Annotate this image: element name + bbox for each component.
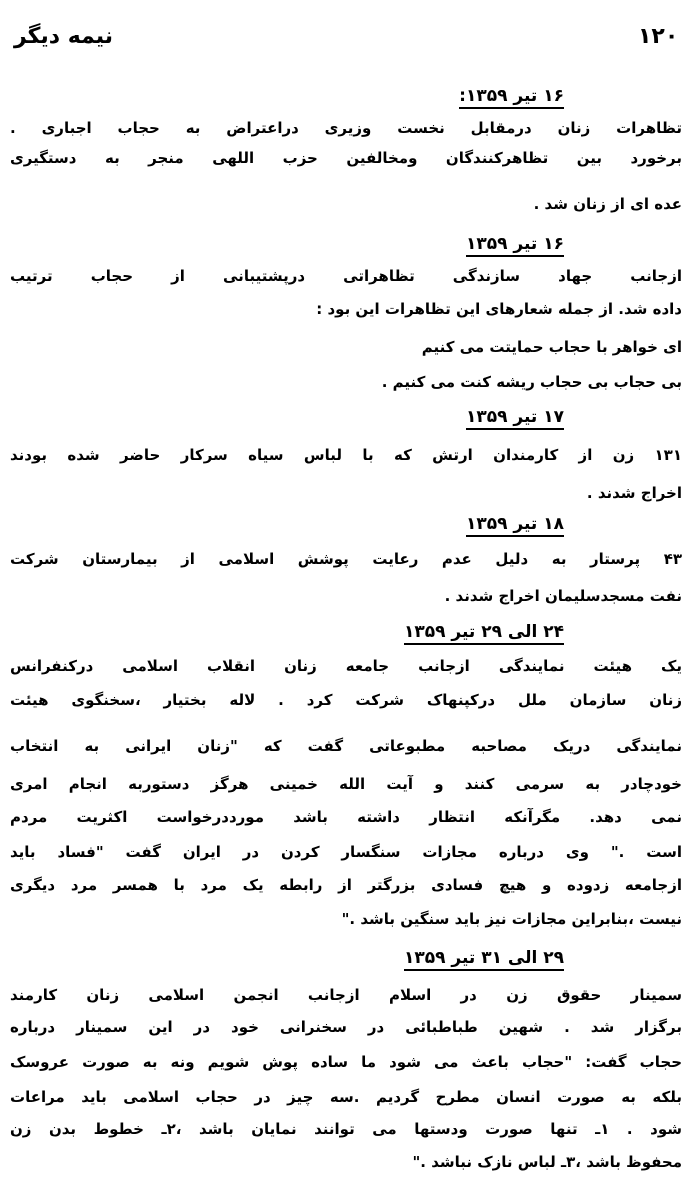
entry-line: ازجانب جهاد سازندگی تظاهراتی درپشتیبانی از حجاب ترتیب [10,267,682,285]
entry-line: اخراج شدند . [586,484,682,502]
entry-line: نیست ،بنابراین مجازات نیز باید سنگین باشد ." [341,910,682,928]
entry-date: ۲۹ الی ۳۱ تیر ۱۳۵۹ [404,948,564,971]
entry-line: برگزار شد . شهین طباطبائی در سخنرانی خود در این سمینار درباره [10,1018,682,1036]
entry-line: داده شد. از جمله شعارهای این تظاهرات این بود : [316,300,682,318]
entry-date: ۱۶ تیر ۱۳۵۹: [459,86,564,109]
entry-line: ۴۳ پرستار به دلیل عدم رعایت پوشش اسلامی از بیمارستان شرکت [10,550,682,568]
entry-line: حجاب گفت: "حجاب باعث می شود ما ساده پوش شویم ونه به صورت عروسک [10,1053,682,1071]
entry-line: بی حجاب بی حجاب ریشه کنت می کنیم . [381,373,682,391]
entry-line: محفوظ باشد ،۳ـ لباس نازک نباشد ." [412,1153,682,1171]
entry-line: بلکه به صورت انسان مطرح گردیم .سه چیز در حجاب اسلامی باید مراعات [10,1088,682,1106]
page-number: ۱۲۰ [638,24,679,49]
entry-line: سمینار حقوق زن در اسلام ازجانب انجمن اسلامی زنان کارمند [10,986,682,1004]
entry-line: عده ای از زنان شد . [533,195,682,213]
entry-line: برخورد بین تظاهرکنندگان ومخالفین حزب اللهی منجر به دستگیری [10,149,682,167]
entry-line: نفت مسجدسلیمان اخراج شدند . [444,587,682,605]
entry-line: خودچادر به سرمی کنند و آیت الله خمینی هرگز دستوربه انجام امری [10,775,682,793]
entry-line: زنان سازمان ملل درکپنهاک شرکت کرد . لاله بختیار ،سخنگوی هیئت [10,691,682,709]
entry-line: نمی دهد. مگرآنکه انتظار داشته باشد مورددرخواست اکثریت مردم [10,808,682,826]
entry-date: ۱۶ تیر ۱۳۵۹ [466,234,564,257]
entry-line: است ." وی درباره مجازات سنگسار کردن در ایران گفت "فساد باید [10,843,682,861]
entry-line: شود . ۱ـ تنها صورت ودستها می توانند نمایان باشد ،۲ـ خطوط بدن زن [10,1120,682,1138]
entry-date: ۱۷ تیر ۱۳۵۹ [466,407,564,430]
entry-line: ازجامعه زدوده و هیچ فسادی بزرگتر از رابطه یک مرد با همسر مرد دیگری [10,876,682,894]
entry-line: نمایندگی دریک مصاحبه مطبوعاتی گفت که "زنان ایرانی به انتخاب [10,737,682,755]
entry-date: ۱۸ تیر ۱۳۵۹ [466,514,564,537]
entry-line: یک هیئت نمایندگی ازجانب جامعه زنان انقلاب اسلامی درکنفرانس [10,657,682,675]
entry-line: ای خواهر با حجاب حمایتت می کنیم [421,338,682,356]
entry-line: تظاهرات زنان درمقابل نخست وزیری دراعتراض به حجاب اجباری . [10,119,682,137]
book-title: نیمه دیگر [14,24,114,49]
entry-line: ۱۳۱ زن از کارمندان ارتش که با لباس سیاه سرکار حاضر شده بودند [10,446,682,464]
entry-date: ۲۴ الی ۲۹ تیر ۱۳۵۹ [404,622,564,645]
